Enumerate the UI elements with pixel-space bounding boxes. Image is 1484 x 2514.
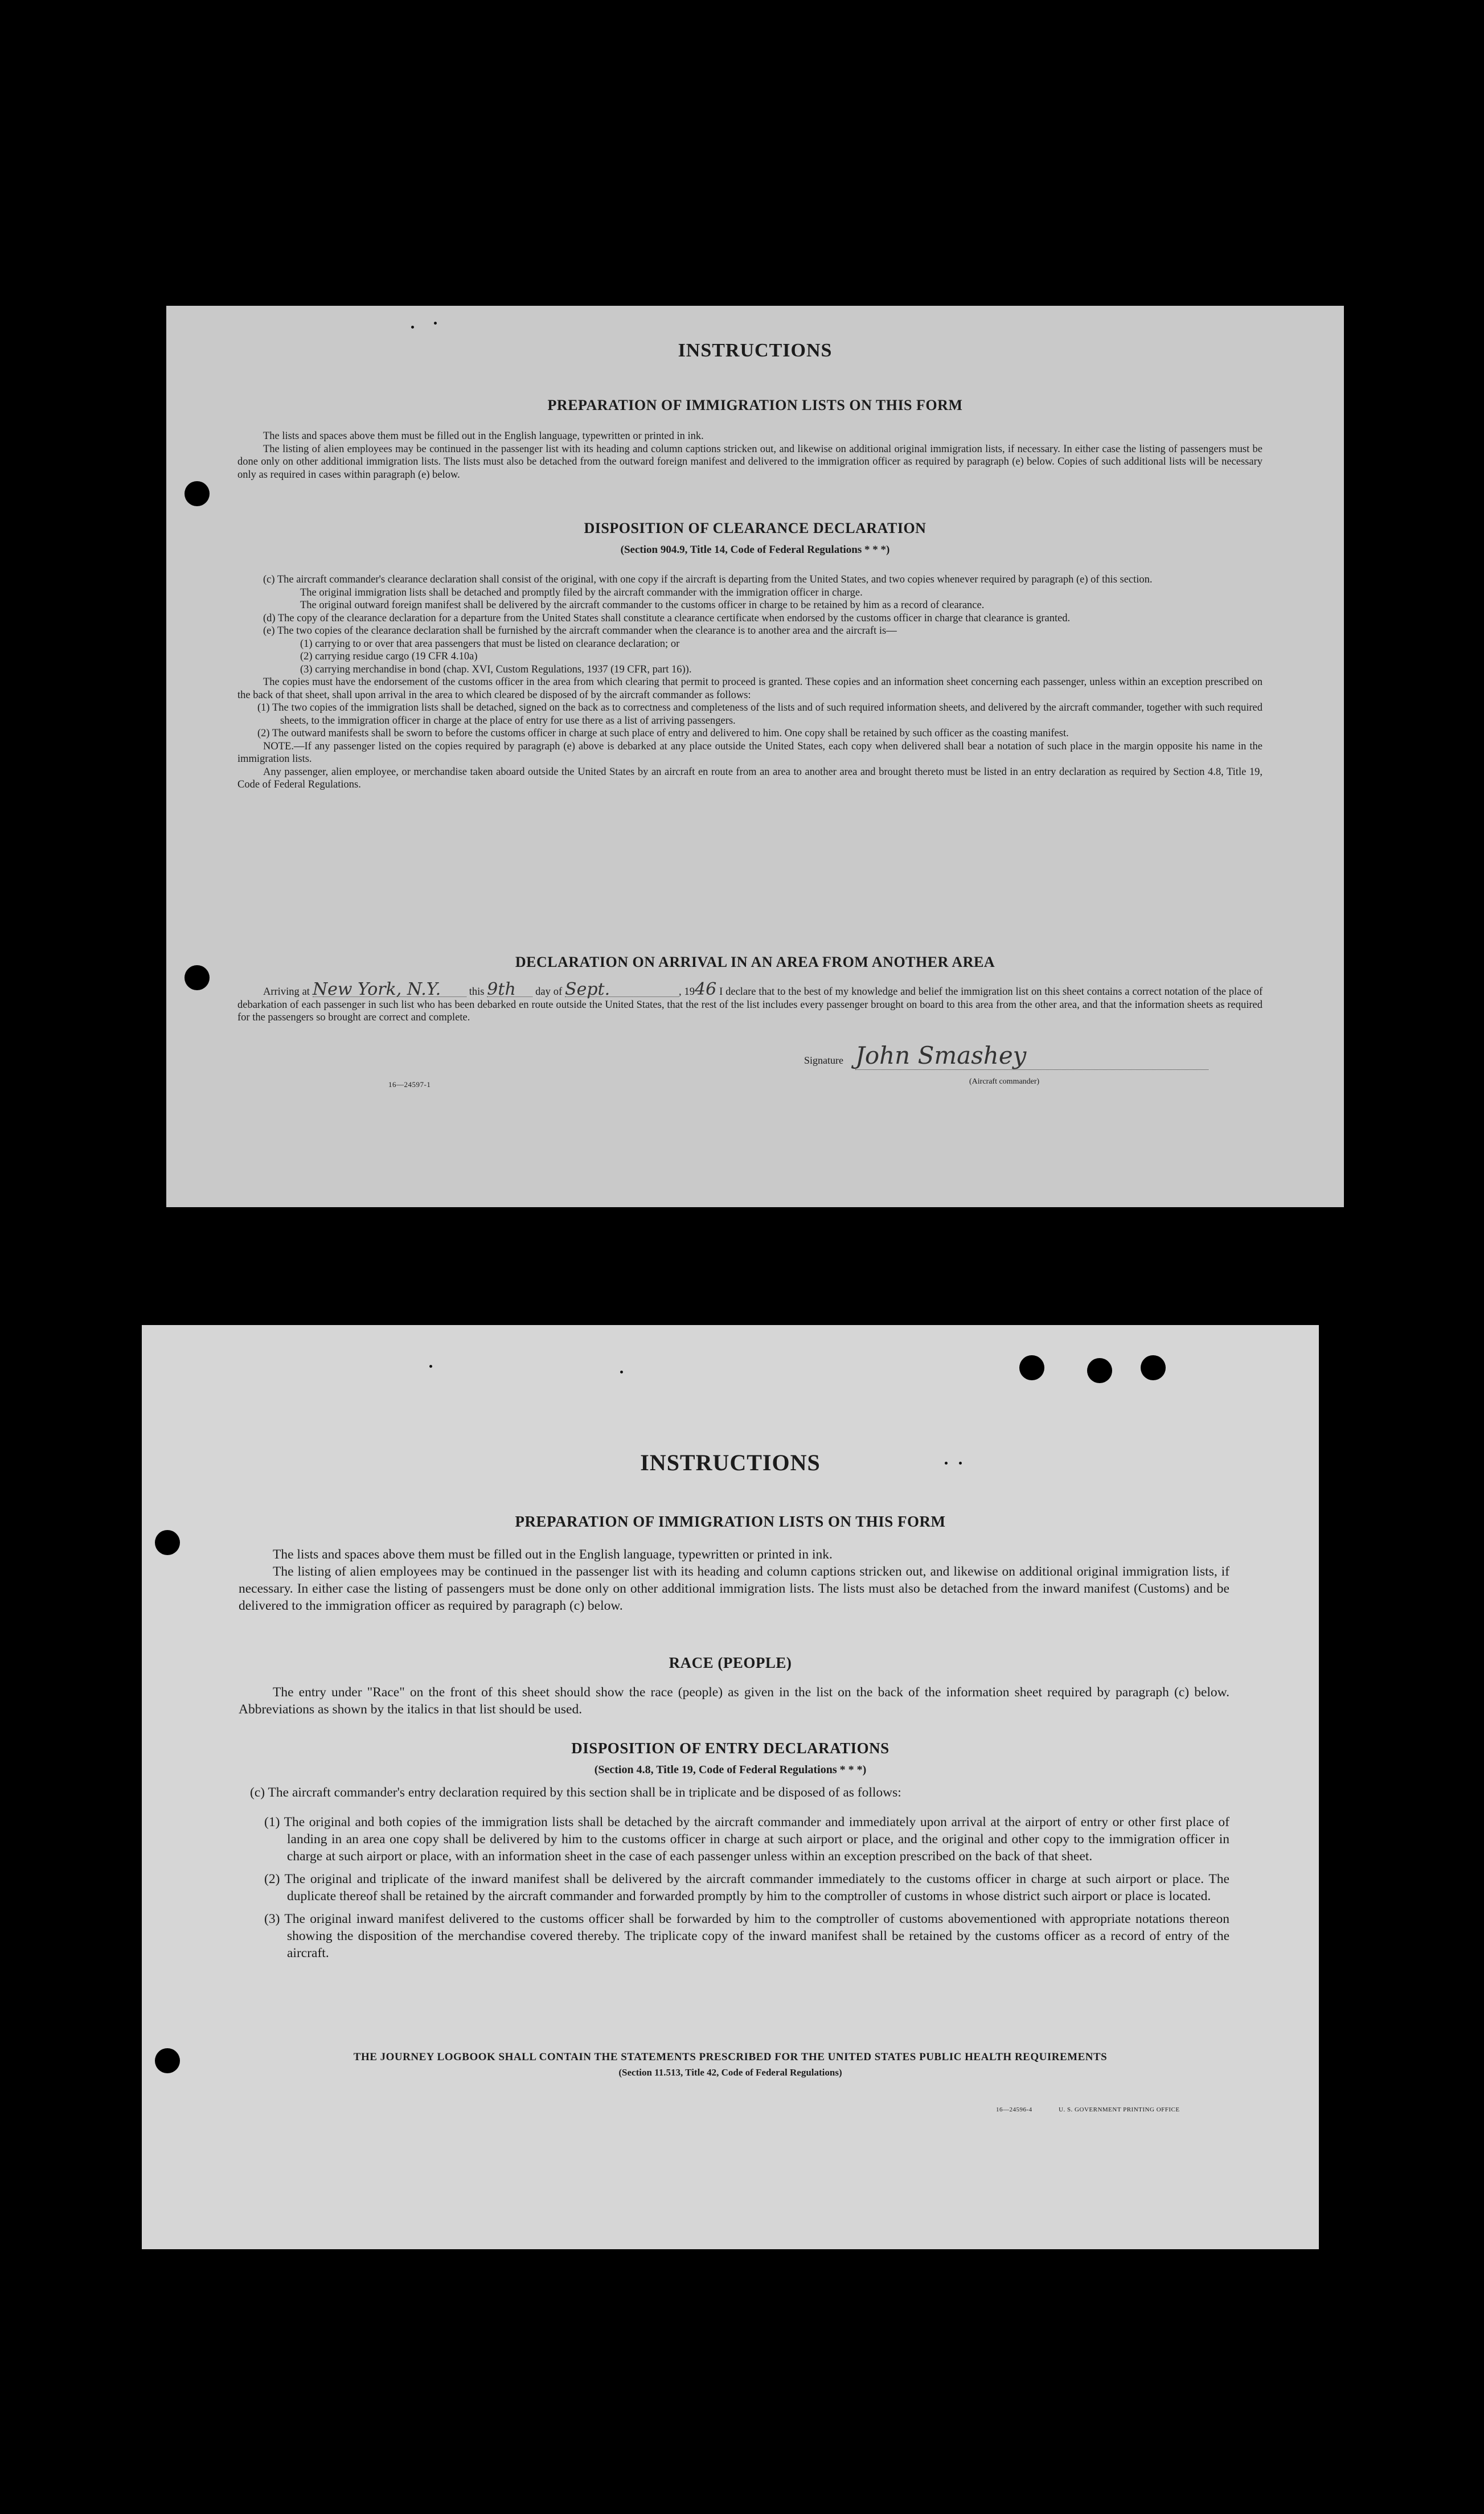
sheet1-para-c-line1: The original immigration lists shall be detached and promptly filed by the aircraft commander with the immigration officer in charge. xyxy=(300,587,863,598)
sheet2-items xyxy=(239,1814,1229,1967)
year-prefix: 19 xyxy=(684,986,695,998)
clearance-declaration-instructions-sheet xyxy=(166,306,1344,1207)
month-handwritten: Sept. xyxy=(565,983,679,997)
sheet1-arrival-heading: DECLARATION ON ARRIVAL IN AN AREA FROM ANOTHER AREA xyxy=(515,954,995,970)
sheet2-printer: U. S. GOVERNMENT PRINTING OFFICE xyxy=(1059,2106,1180,2113)
sheet2-race-section xyxy=(239,1684,1229,1718)
year-handwritten: 46 xyxy=(695,979,717,999)
sheet1-disposition-heading: DISPOSITION OF CLEARANCE DECLARATION xyxy=(584,520,927,536)
sheet1-arrival-declaration xyxy=(237,979,1263,1024)
day-of-label: day of xyxy=(535,986,563,998)
sheet2-form-number: 16—24596-4 xyxy=(996,2106,1032,2113)
sheet1-prep-p2: The listing of alien employees may be continued in the passenger list with its heading and column captions stricken out, and likewise on additional original immigration lists, if necessary. In either case the listing of passengers must be done only on other additional immigration lists. The lists must also be detached from the outward foreign manifest and delivered to the immigration officer as required by paragraph (e) below. Copies of such additional lists will be necessary only as required in cases within paragraph (e) below. xyxy=(237,443,1262,481)
punch-hole xyxy=(185,481,210,506)
speck xyxy=(434,322,437,325)
punch-hole xyxy=(1141,1355,1166,1380)
sheet2-prep-section xyxy=(239,1546,1229,1614)
sheet1-copies-item2: (2) The outward manifests shall be sworn to before the customs officer in charge at such place of entry and delivered to him. One copy shall be retained by such officer as the coasting manifest. xyxy=(257,728,1069,739)
sheet2-logbook-line: THE JOURNEY LOGBOOK SHALL CONTAIN THE STATEMENTS PRESCRIBED FOR THE UNITED STATES PUBLIC HEALTH REQUIREMENTS xyxy=(353,2051,1108,2063)
sheet1-copies-para: The copies must have the endorsement of the customs officer in the area from which clearing that permit to proceed is granted. These copies and an information sheet concerning each passenger, unless within an exception prescribed on the back of that sheet, shall upon arrival in the area to which cleared be disposed of by the aircraft commander as follows: xyxy=(237,676,1262,701)
arriving-place-handwritten: New York, N.Y. xyxy=(313,983,466,997)
speck xyxy=(620,1371,623,1373)
sheet2-item3: (3) The original inward manifest delivered to the customs officer shall be forwarded by him to the comptroller of customs abovementioned with appropriate notations thereon showing the disposition of the merchandise covered thereby. The triplicate copy of the inward manifest shall be retained by the customs officer as a record of entry of the aircraft. xyxy=(264,1912,1229,1961)
sheet1-para-e-item2: (2) carrying residue cargo (19 CFR 4.10a) xyxy=(300,651,478,662)
this-label: this xyxy=(469,986,485,998)
entry-declaration-instructions-sheet xyxy=(142,1325,1319,2249)
signature-caption: (Aircraft commander) xyxy=(969,1077,1040,1086)
sheet2-logbook-sub: (Section 11.513, Title 42, Code of Federal Regulations) xyxy=(618,2067,842,2078)
punch-hole xyxy=(1087,1358,1112,1383)
sheet1-disposition-section xyxy=(237,573,1262,791)
sheet2-para-c: (c) The aircraft commander's entry declaration required by this section shall be in triplicate and be disposed of as follows: xyxy=(250,1785,901,1800)
sheet1-para-e: (e) The two copies of the clearance declaration shall be furnished by the aircraft commander when the clearance is to another area and the aircraft is— xyxy=(263,625,897,637)
sheet1-prep-p1: The lists and spaces above them must be filled out in the English language, typewritten or printed in ink. xyxy=(263,430,704,442)
sheet1-prep-heading: PREPARATION OF IMMIGRATION LISTS ON THIS FORM xyxy=(547,397,963,413)
declaration-text: I declare that to the best of my knowledge and belief the immigration list on this sheet contains a correct notation of the place of debarkation of each passenger in such list who has been debarked en route outside the United States, that the rest of the list includes every passenger brought on board to this area from the other area, and that the information sheets as required for the passengers so brought are correct and complete. xyxy=(237,986,1263,1023)
sheet2-item2: (2) The original and triplicate of the inward manifest shall be delivered by the aircraft commander immediately to the customs officer in charge at such airport or place. The duplicate thereof shall be retained by the aircraft commander and forwarded promptly by him to the comptroller of customs in whose district such airport or place is located. xyxy=(264,1872,1229,1904)
sheet2-disposition-heading: DISPOSITION OF ENTRY DECLARATIONS xyxy=(571,1740,889,1757)
sheet1-para-d: (d) The copy of the clearance declaration for a departure from the United States shall constitute a clearance certificate when endorsed by the customs officer in charge that clearance is granted. xyxy=(263,612,1071,624)
sheet1-arrival-line: Arriving at New York, N.Y. this 9th day of Sept. , 1946 I declare that to the best of my knowledge and belief the immigration list on this sheet contains a correct notation of the place of debarkation of each passenger in such list who has been debarked en route outside the United States, that the rest of the list includes every passenger brought on board to this area from the other area, and that the information sheets as required for the passengers so brought are correct and complete. xyxy=(237,979,1263,1023)
sheet1-note-para: NOTE.—If any passenger listed on the copies required by paragraph (e) above is debarked at any place outside the United States, each copy when delivered shall bear a notation of such place in the margin opposite his name in the immigration lists. xyxy=(237,740,1262,765)
sheet2-race-heading: RACE (PEOPLE) xyxy=(669,1654,792,1671)
signature-handwritten: John Smashey xyxy=(855,1041,1208,1070)
punch-hole xyxy=(1019,1355,1044,1380)
day-handwritten: 9th xyxy=(487,983,532,997)
speck xyxy=(429,1365,432,1368)
sheet1-prep-section xyxy=(237,430,1262,481)
sheet2-item1: (1) The original and both copies of the immigration lists shall be detached by the aircraft commander and immediately upon arrival at the airport of entry or other first place of landing in an area one copy shall be delivered by him to the customs officer in charge at such airport or place, and the original and other copy to the immigration officer in charge at such airport or place, with an information sheet in the case of each passenger unless within an exception prescribed on the back of that sheet. xyxy=(264,1815,1229,1864)
sheet2-para-c-section xyxy=(239,1784,1229,1801)
sheet2-prep-heading: PREPARATION OF IMMIGRATION LISTS ON THIS FORM xyxy=(515,1513,946,1530)
sheet2-race-p: The entry under "Race" on the front of this sheet should show the race (people) as given in the list on the back of the information sheet required by paragraph (c) below. Abbreviations as shown by the italics in that list should be used. xyxy=(239,1685,1229,1717)
sheet2-disposition-subheading: (Section 4.8, Title 19, Code of Federal Regulations * * *) xyxy=(594,1764,867,1776)
sheet1-para-e-item1: (1) carrying to or over that area passengers that must be listed on clearance declaration; or xyxy=(300,638,680,650)
sheet1-title: INSTRUCTIONS xyxy=(678,340,833,361)
sheet1-para-c-line2: The original outward foreign manifest shall be delivered by the aircraft commander to the customs officer in charge to be retained by him as a record of clearance. xyxy=(300,600,985,611)
sheet1-copies-item1: (1) The two copies of the immigration lists shall be detached, signed on the back as to correctness and completeness of the lists and of such required information sheets, and delivered by the aircraft commander, together with such required sheets, to the immigration officer in charge at the place of entry for use there as a list of arriving passengers. xyxy=(257,702,1262,727)
sheet1-para-e-item3: (3) carrying merchandise in bond (chap. XVI, Custom Regulations, 1937 (19 CFR, part 16)). xyxy=(300,663,692,675)
sheet1-disposition-subheading: (Section 904.9, Title 14, Code of Federal Regulations * * *) xyxy=(620,544,890,556)
sheet1-any-para: Any passenger, alien employee, or merchandise taken aboard outside the United States by an aircraft en route from an area to another area and brought thereto must be listed in an entry declaration as required by Section 4.8, Title 19, Code of Federal Regulations. xyxy=(237,766,1262,790)
sheet2-prep-p1: The lists and spaces above them must be filled out in the English language, typewritten or printed in ink. xyxy=(273,1547,833,1562)
arriving-label: Arriving at xyxy=(263,986,310,998)
speck xyxy=(411,326,414,329)
signature-label: Signature xyxy=(804,1055,843,1066)
punch-hole xyxy=(155,1530,180,1555)
sheet2-title: INSTRUCTIONS xyxy=(640,1450,821,1475)
sheet1-form-number: 16—24597-1 xyxy=(388,1080,431,1089)
sheet1-para-c: (c) The aircraft commander's clearance declaration shall consist of the original, with one copy if the aircraft is departing from the United States, and two copies whenever required by paragraph (e) of this section. xyxy=(263,574,1153,585)
sheet2-prep-p2: The listing of alien employees may be continued in the passenger list with its heading and column captions stricken out, and likewise on additional original immigration lists, if necessary. In either case the listing of passengers must be done only on other additional immigration lists. The lists must also be detached from the inward manifest (Customs) and be delivered to the immigration officer as required by paragraph (c) below. xyxy=(239,1564,1229,1613)
